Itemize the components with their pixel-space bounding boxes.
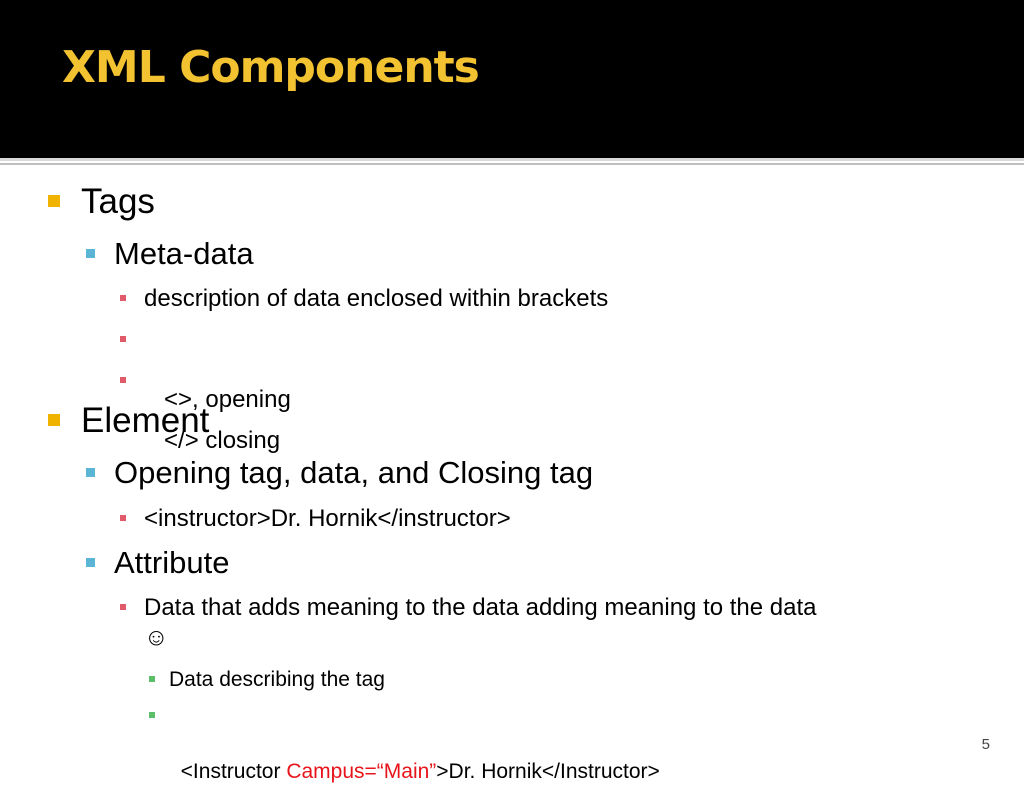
bullet-text: Data that adds meaning to the data adding meaning to the data: [144, 594, 817, 621]
square-bullet-icon: [48, 414, 60, 426]
bullet-description: [144, 284, 608, 314]
square-bullet-icon: [120, 336, 126, 342]
attr-example-suffix: >Dr. Hornik</Instructor>: [436, 760, 660, 783]
bullet-data-describing: [169, 666, 385, 694]
title-divider-secondary: [0, 163, 1024, 165]
slide-title: XML Components: [62, 42, 479, 93]
square-bullet-icon: [120, 604, 126, 610]
title-bar: [0, 0, 1024, 158]
square-bullet-icon: [48, 195, 60, 207]
bullet-text: Attribute: [114, 545, 230, 580]
attr-example-prefix: <Instructor: [180, 760, 287, 783]
bullet-text: Data describing the tag: [169, 668, 385, 691]
bullet-text: Element: [81, 401, 210, 440]
square-bullet-icon: [120, 295, 126, 301]
bullet-instructor-example: [144, 504, 511, 534]
bullet-element: [81, 401, 209, 441]
bullet-text: Tags: [81, 182, 155, 221]
smiley-icon: ☺: [144, 624, 169, 651]
page-number: 5: [981, 736, 990, 753]
bullet-text: Meta-data: [114, 236, 254, 271]
bullet-attribute: [114, 545, 229, 581]
square-bullet-icon: [86, 468, 95, 477]
bullet-text: description of data enclosed within brackets: [144, 285, 609, 312]
square-bullet-icon: [120, 377, 126, 383]
bullet-instructor-attribute: [169, 702, 660, 786]
bullet-tags: [81, 182, 155, 222]
bullet-text: <>, opening: [157, 386, 291, 413]
square-bullet-icon: [86, 558, 95, 567]
bullet-attribute-desc: [144, 593, 984, 653]
square-bullet-icon: [149, 712, 155, 718]
square-bullet-icon: [86, 249, 95, 258]
square-bullet-icon: [149, 676, 155, 682]
bullet-text: <instructor>Dr. Hornik</instructor>: [144, 505, 511, 532]
bullet-text: Opening tag, data, and Closing tag: [114, 455, 594, 490]
bullet-text: </> closing: [157, 427, 281, 454]
bullet-opening-data-closing: [114, 455, 593, 491]
square-bullet-icon: [120, 515, 126, 521]
title-divider: [0, 158, 1024, 161]
bullet-meta-data: [114, 236, 254, 272]
attr-example-highlight: Campus=“Main”: [286, 760, 437, 783]
